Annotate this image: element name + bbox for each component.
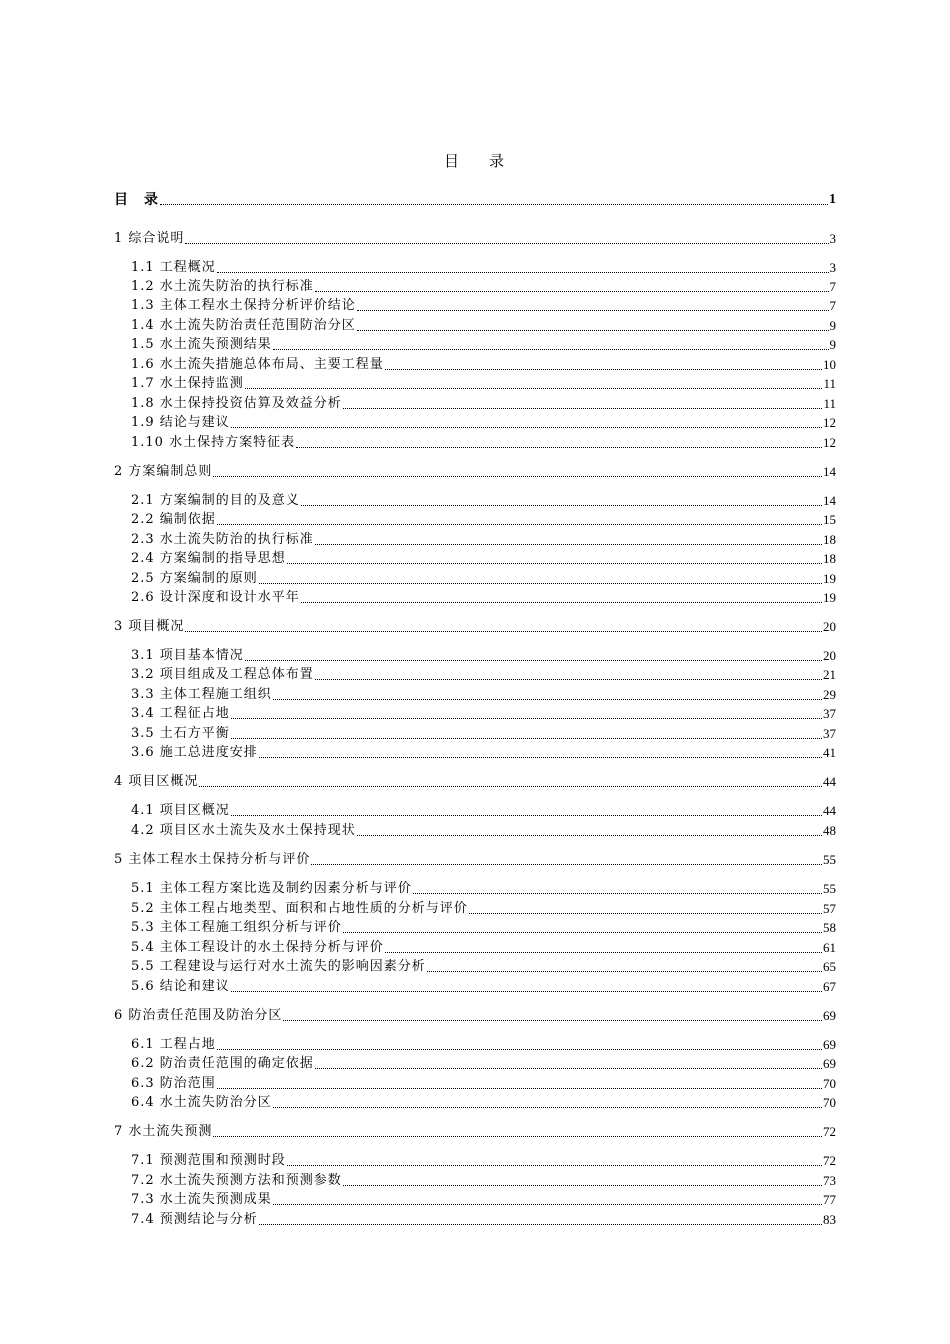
- toc-entry-label: 2.6 设计深度和设计水平年: [131, 590, 300, 605]
- toc-dot-leader: [315, 290, 829, 292]
- toc-section-entry[interactable]: [114, 774, 836, 790]
- toc-page-number: 73: [823, 1173, 836, 1188]
- toc-dot-leader: [427, 970, 822, 972]
- toc-dot-leader: [273, 1106, 822, 1108]
- toc-dot-leader: [343, 407, 823, 409]
- toc-entry-label: 2.2 编制依据: [131, 512, 216, 527]
- toc-entry-label: 1.2 水土流失防治的执行标准: [131, 279, 314, 294]
- toc-page-number: 10: [823, 357, 836, 372]
- toc-subsection-entry[interactable]: [131, 1192, 836, 1208]
- toc-page-number: 19: [823, 571, 836, 586]
- toc-section-entry[interactable]: [114, 1124, 836, 1140]
- toc-subsection-entry[interactable]: [131, 667, 836, 683]
- toc-page-number: 72: [823, 1153, 836, 1168]
- toc-page-number: 70: [823, 1076, 836, 1091]
- toc-entry-label: 6 防治责任范围及防治分区: [114, 1008, 283, 1023]
- toc-dot-leader: [385, 368, 822, 370]
- toc-dot-leader: [343, 931, 822, 933]
- toc-entry-label: 4.2 项目区水土流失及水土保持现状: [131, 823, 356, 838]
- toc-subsection-entry[interactable]: [131, 940, 836, 956]
- toc-subsection-entry[interactable]: [131, 590, 836, 606]
- toc-dot-leader: [413, 892, 822, 894]
- toc-subsection-entry[interactable]: [131, 920, 836, 936]
- toc-subsection-entry[interactable]: [131, 687, 836, 703]
- toc-page-number: 37: [823, 706, 836, 721]
- toc-page-number: 7: [829, 298, 836, 313]
- toc-dot-leader: [231, 990, 822, 992]
- toc-entry-label: 5 主体工程水土保持分析与评价: [114, 852, 311, 867]
- toc-dot-leader: [217, 1087, 822, 1089]
- toc-dot-leader: [231, 426, 822, 428]
- toc-dot-leader: [273, 348, 829, 350]
- toc-section-entry[interactable]: [114, 852, 836, 868]
- toc-page-number: 29: [823, 687, 836, 702]
- toc-entry-label: 2.3 水土流失防治的执行标准: [131, 532, 314, 547]
- toc-entry-label: 2.5 方案编制的原则: [131, 571, 258, 586]
- toc-subsection-entry[interactable]: [131, 1153, 836, 1169]
- page-title-char-1: 目: [443, 152, 461, 170]
- toc-dot-leader: [245, 659, 822, 661]
- toc-dot-leader: [217, 523, 822, 525]
- toc-page-number: 20: [823, 619, 836, 634]
- toc-dot-leader: [259, 582, 822, 584]
- toc-entry-label: 5.3 主体工程施工组织分析与评价: [131, 920, 342, 935]
- toc-subsection-entry[interactable]: [131, 901, 836, 917]
- toc-page-number: 1: [829, 192, 836, 207]
- toc-dot-leader: [273, 698, 822, 700]
- toc-page-number: 3: [829, 260, 836, 275]
- toc-page-number: 37: [823, 726, 836, 741]
- toc-subsection-entry[interactable]: [131, 823, 836, 839]
- toc-entry-label: 5.1 主体工程方案比选及制约因素分析与评价: [131, 881, 412, 896]
- toc-entry-label: 1.10 水土保持方案特征表: [131, 435, 296, 450]
- toc-entry-label: 3.1 项目基本情况: [131, 648, 244, 663]
- toc-dot-leader: [231, 814, 822, 816]
- toc-dot-leader: [160, 203, 828, 205]
- toc-subsection-entry[interactable]: [131, 512, 836, 528]
- toc-page-number: 12: [823, 435, 836, 450]
- toc-dot-leader: [185, 242, 828, 244]
- toc-entry-label: 目 录: [114, 192, 159, 208]
- toc-subsection-entry[interactable]: [131, 959, 836, 975]
- toc-subsection-entry[interactable]: [131, 745, 836, 761]
- toc-dot-leader: [185, 630, 822, 632]
- toc-dot-leader: [259, 756, 822, 758]
- toc-entry-label: 7.2 水土流失预测方法和预测参数: [131, 1173, 342, 1188]
- toc-entry-label: 3.5 土石方平衡: [131, 726, 230, 741]
- toc-page-number: 55: [823, 852, 836, 867]
- toc-entry-label: 5.5 工程建设与运行对水土流失的影响因素分析: [131, 959, 426, 974]
- toc-page-number: 58: [823, 920, 836, 935]
- toc-subsection-entry[interactable]: [131, 726, 836, 742]
- toc-section-entry[interactable]: [114, 1008, 836, 1024]
- toc-page-number: 41: [823, 745, 836, 760]
- toc-dot-leader: [259, 1223, 822, 1225]
- toc-page-number: 18: [823, 532, 836, 547]
- toc-page-number: 11: [823, 396, 836, 411]
- toc-dot-leader: [245, 387, 823, 389]
- toc-entry-label: 1.6 水土流失措施总体布局、主要工程量: [131, 357, 384, 372]
- toc-entry-label: 3.3 主体工程施工组织: [131, 687, 272, 702]
- toc-subsection-entry[interactable]: [131, 551, 836, 567]
- toc-entry-label: 1.5 水土流失预测结果: [131, 337, 272, 352]
- toc-entry-label: 2 方案编制总则: [114, 464, 213, 479]
- toc-entry-label: 6.3 防治范围: [131, 1076, 216, 1091]
- toc-dot-leader: [315, 1067, 822, 1069]
- toc-dot-leader: [311, 863, 822, 865]
- toc-page-number: 69: [823, 1008, 836, 1023]
- page-title: [0, 150, 950, 171]
- toc-dot-leader: [357, 834, 822, 836]
- toc-subsection-entry[interactable]: [131, 1037, 836, 1053]
- toc-page-number: 14: [823, 493, 836, 508]
- toc-subsection-entry[interactable]: [131, 415, 836, 431]
- toc-entry-label: 5.2 主体工程占地类型、面积和占地性质的分析与评价: [131, 901, 468, 916]
- toc-page-number: 83: [823, 1212, 836, 1227]
- toc-section-entry[interactable]: [114, 464, 836, 480]
- toc-dot-leader: [231, 737, 822, 739]
- toc-subsection-entry[interactable]: [131, 1212, 836, 1228]
- toc-subsection-entry[interactable]: [131, 881, 836, 897]
- toc-subsection-entry[interactable]: [131, 357, 836, 373]
- toc-dot-leader: [287, 562, 822, 564]
- toc-dot-leader: [357, 329, 829, 331]
- toc-dot-leader: [213, 475, 822, 477]
- toc-page-number: 9: [829, 337, 836, 352]
- toc-dot-leader: [315, 678, 822, 680]
- toc-page-number: 15: [823, 512, 836, 527]
- toc-page-number: 19: [823, 590, 836, 605]
- toc-page-number: 20: [823, 648, 836, 663]
- toc-subsection-entry[interactable]: [131, 279, 836, 295]
- toc-entry-label: 3.4 工程征占地: [131, 706, 230, 721]
- toc-dot-leader: [273, 1203, 822, 1205]
- toc-dot-leader: [301, 601, 822, 603]
- toc-page-number: 77: [823, 1192, 836, 1207]
- toc-page-number: 12: [823, 415, 836, 430]
- toc-subsection-entry[interactable]: [131, 1076, 836, 1092]
- toc-page-number: 11: [823, 376, 836, 391]
- toc-page-number: 44: [823, 803, 836, 818]
- toc-page-number: 7: [829, 279, 836, 294]
- toc-subsection-entry[interactable]: [131, 318, 836, 334]
- toc-entry-label: 5.6 结论和建议: [131, 979, 230, 994]
- toc-page-number: 14: [823, 464, 836, 479]
- toc-page-number: 55: [823, 881, 836, 896]
- toc-entry-label: 6.1 工程占地: [131, 1037, 216, 1052]
- toc-dot-leader: [283, 1019, 822, 1021]
- toc-entry-label: 3.2 项目组成及工程总体布置: [131, 667, 314, 682]
- toc-entry-label: 3.6 施工总进度安排: [131, 745, 258, 760]
- toc-entry-label: 7.4 预测结论与分析: [131, 1212, 258, 1227]
- toc-dot-leader: [469, 912, 822, 914]
- toc-page-number: 67: [823, 979, 836, 994]
- toc-entry-label: 2.4 方案编制的指导思想: [131, 551, 286, 566]
- toc-title-entry[interactable]: [114, 192, 836, 208]
- toc-dot-leader: [231, 717, 822, 719]
- toc-page-number: 21: [823, 667, 836, 682]
- toc-dot-leader: [199, 785, 822, 787]
- toc-dot-leader: [217, 1048, 822, 1050]
- toc-entry-label: 1.8 水土保持投资估算及效益分析: [131, 396, 342, 411]
- toc-page-number: 57: [823, 901, 836, 916]
- toc-dot-leader: [287, 1164, 822, 1166]
- toc-page-number: 3: [829, 231, 836, 246]
- toc-dot-leader: [343, 1184, 822, 1186]
- toc-entry-label: 1.1 工程概况: [131, 260, 216, 275]
- toc-entry-label: 1 综合说明: [114, 231, 185, 246]
- toc-subsection-entry[interactable]: [131, 298, 836, 314]
- toc-subsection-entry[interactable]: [131, 571, 836, 587]
- toc-subsection-entry[interactable]: [131, 532, 836, 548]
- toc-subsection-entry[interactable]: [131, 1056, 836, 1072]
- toc-entry-label: 1.4 水土流失防治责任范围防治分区: [131, 318, 356, 333]
- toc-dot-leader: [217, 271, 829, 273]
- toc-subsection-entry[interactable]: [131, 706, 836, 722]
- toc-page-number: 18: [823, 551, 836, 566]
- toc-entry-label: 1.7 水土保持监测: [131, 376, 244, 391]
- toc-page-number: 72: [823, 1124, 836, 1139]
- toc-page-number: 69: [823, 1056, 836, 1071]
- toc-entry-label: 4.1 项目区概况: [131, 803, 230, 818]
- toc-entry-label: 3 项目概况: [114, 619, 185, 634]
- toc-section-entry[interactable]: [114, 619, 836, 635]
- toc-entry-label: 5.4 主体工程设计的水土保持分析与评价: [131, 940, 384, 955]
- toc-subsection-entry[interactable]: [131, 376, 836, 392]
- toc-subsection-entry[interactable]: [131, 337, 836, 353]
- toc-dot-leader: [296, 446, 822, 448]
- toc-subsection-entry[interactable]: [131, 979, 836, 995]
- toc-subsection-entry[interactable]: [131, 396, 836, 412]
- toc-page-number: 9: [829, 318, 836, 333]
- toc-entry-label: 6.4 水土流失防治分区: [131, 1095, 272, 1110]
- toc-page-number: 61: [823, 940, 836, 955]
- toc-page-number: 70: [823, 1095, 836, 1110]
- toc-subsection-entry[interactable]: [131, 803, 836, 819]
- toc-entry-label: 1.3 主体工程水土保持分析评价结论: [131, 298, 356, 313]
- toc-page-number: 69: [823, 1037, 836, 1052]
- toc-subsection-entry[interactable]: [131, 1095, 836, 1111]
- toc-dot-leader: [213, 1135, 822, 1137]
- toc-subsection-entry[interactable]: [131, 435, 836, 451]
- toc-page-number: 48: [823, 823, 836, 838]
- toc-subsection-entry[interactable]: [131, 260, 836, 276]
- toc-subsection-entry[interactable]: [131, 648, 836, 664]
- toc-entry-label: 2.1 方案编制的目的及意义: [131, 493, 300, 508]
- toc-dot-leader: [301, 504, 822, 506]
- toc-page-number: 44: [823, 774, 836, 789]
- toc-section-entry[interactable]: [114, 231, 836, 247]
- toc-dot-leader: [385, 951, 822, 953]
- page-title-char-2: 录: [489, 152, 507, 170]
- toc-entry-label: 1.9 结论与建议: [131, 415, 230, 430]
- toc-entry-label: 7.1 预测范围和预测时段: [131, 1153, 286, 1168]
- toc-entry-label: 7.3 水土流失预测成果: [131, 1192, 272, 1207]
- toc-page-number: 65: [823, 959, 836, 974]
- toc-dot-leader: [357, 309, 829, 311]
- toc-dot-leader: [315, 543, 822, 545]
- toc-subsection-entry[interactable]: [131, 1173, 836, 1189]
- toc-subsection-entry[interactable]: [131, 493, 836, 509]
- toc-entry-label: 6.2 防治责任范围的确定依据: [131, 1056, 314, 1071]
- toc-entry-label: 4 项目区概况: [114, 774, 199, 789]
- toc-entry-label: 7 水土流失预测: [114, 1124, 213, 1139]
